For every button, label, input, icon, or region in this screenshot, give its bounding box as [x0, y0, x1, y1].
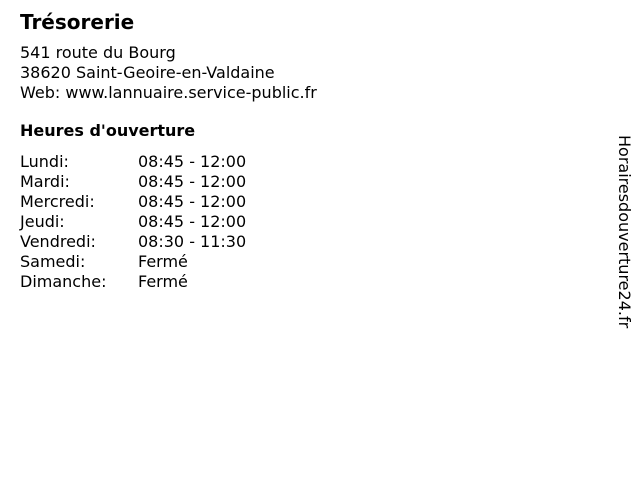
hours-day: Jeudi: [20, 212, 65, 231]
hours-day: Samedi: [20, 252, 86, 271]
hours-row-mardi [20, 172, 580, 192]
hours-day: Dimanche: [20, 272, 107, 291]
hours-day: Lundi: [20, 152, 69, 171]
address-city: 38620 Saint-Geoire-en-Valdaine [20, 63, 275, 82]
site-watermark: Horairesdouverture24.fr [615, 135, 634, 329]
opening-hours-heading: Heures d'ouverture [20, 121, 196, 140]
hours-time: Fermé [138, 272, 188, 291]
hours-row-samedi [20, 252, 580, 272]
hours-row-dimanche [20, 272, 580, 292]
hours-time: Fermé [138, 252, 188, 271]
hours-time: 08:45 - 12:00 [138, 192, 247, 211]
business-card [20, 9, 580, 292]
opening-hours-table [20, 152, 580, 292]
hours-row-vendredi [20, 232, 580, 252]
hours-day: Vendredi: [20, 232, 96, 251]
hours-day: Mercredi: [20, 192, 95, 211]
business-name: Trésorerie [20, 10, 135, 34]
hours-time: 08:30 - 11:30 [138, 232, 247, 251]
address-block [20, 43, 580, 103]
website-line: Web: www.lannuaire.service-public.fr [20, 83, 317, 102]
hours-row-mercredi [20, 192, 580, 212]
address-street: 541 route du Bourg [20, 43, 176, 62]
hours-row-jeudi [20, 212, 580, 232]
hours-time: 08:45 - 12:00 [138, 152, 247, 171]
hours-row-lundi [20, 152, 580, 172]
hours-day: Mardi: [20, 172, 70, 191]
hours-time: 08:45 - 12:00 [138, 172, 247, 191]
hours-time: 08:45 - 12:00 [138, 212, 247, 231]
